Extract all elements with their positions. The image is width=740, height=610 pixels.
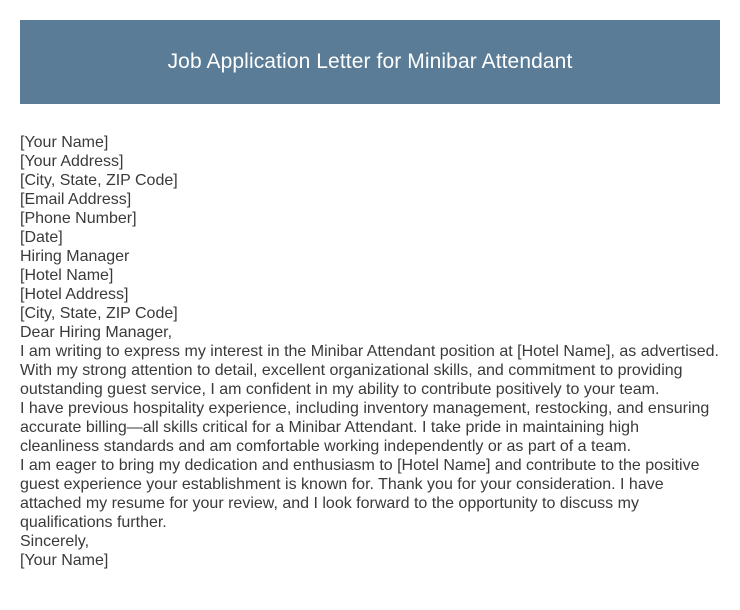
letter-date: [Date] [20,229,63,246]
letter-body [20,133,720,570]
sender-address: [Your Address] [20,153,124,170]
closing: Sincerely, [20,533,90,550]
paragraph-closing: I am eager to bring my dedication and enthusiasm to [Hotel Name] and contribute to the positive guest experience your establishment is known for. Thank you for your consideration. I have attached my resume for your review, and I look forward to the opportunity to discuss my qualifications further. [20,457,700,531]
recipient-title: Hiring Manager [20,248,130,265]
recipient-city-state-zip: [City, State, ZIP Code] [20,305,178,322]
recipient-hotel-address: [Hotel Address] [20,286,129,303]
sender-email: [Email Address] [20,191,132,208]
sender-phone: [Phone Number] [20,210,137,227]
sender-city-state-zip: [City, State, ZIP Code] [20,172,178,189]
salutation: Dear Hiring Manager, [20,324,173,341]
header-banner [20,20,720,104]
recipient-hotel-name: [Hotel Name] [20,267,114,284]
sender-name: [Your Name] [20,134,109,151]
page-title: Job Application Letter for Minibar Attendant [167,50,573,73]
signature: [Your Name] [20,552,109,569]
paragraph-intro: I am writing to express my interest in the Minibar Attendant position at [Hotel Name], as advertised. With my strong attention to detail, excellent organizational skills, and commitment to providing outstanding guest service, I am confident in my ability to contribute positively to your team. [20,343,719,398]
paragraph-experience: I have previous hospitality experience, including inventory management, restocking, and ensuring accurate billing—all skills critical for a Minibar Attendant. I take pride in maintaining high cleanliness standards and am comfortable working independently or as part of a team. [20,400,710,455]
